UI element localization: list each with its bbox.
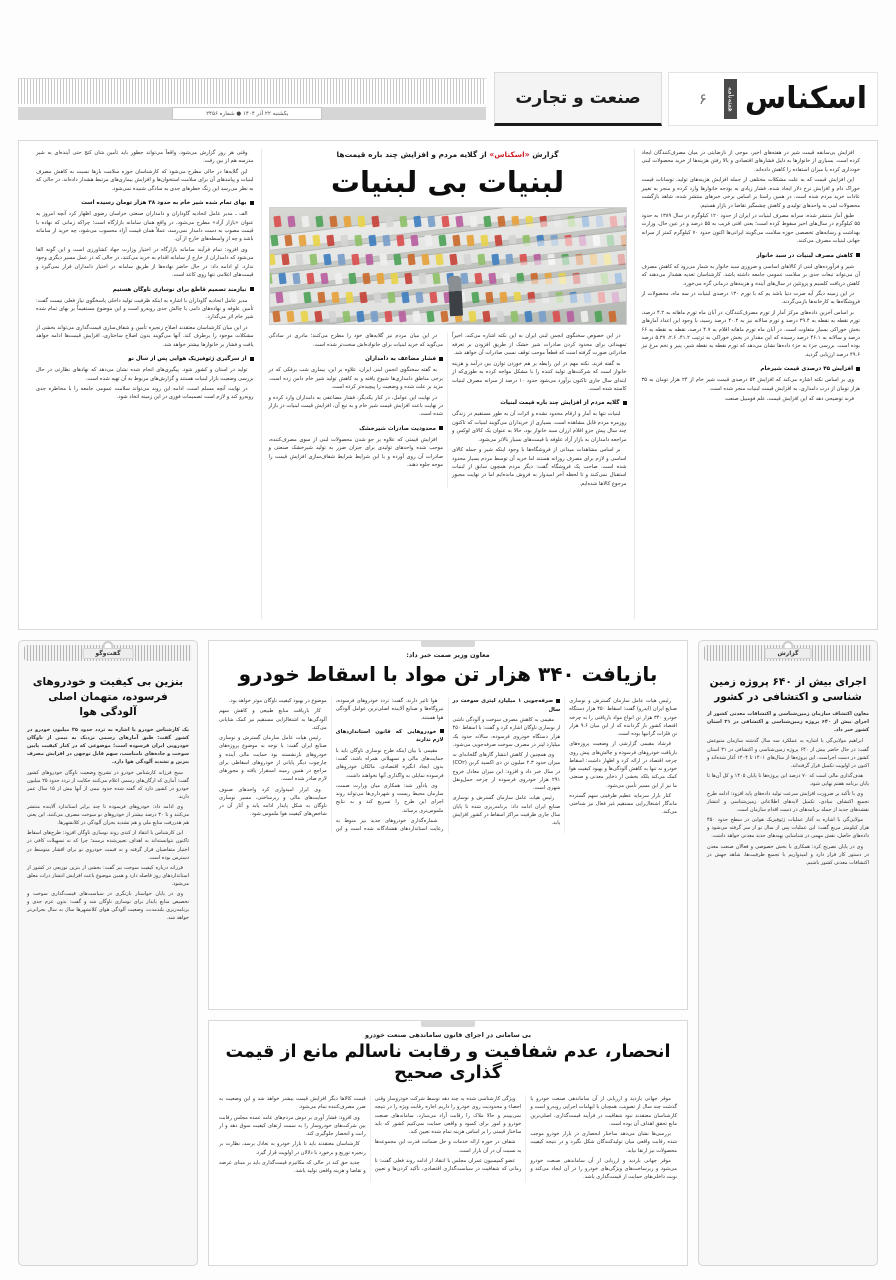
sidebox-title-right[interactable]: بنزین بی کیفیت و خودروهای فرسوده، متهمان اصلی آلودگی هوا xyxy=(32,676,184,719)
product-box xyxy=(323,254,331,266)
sidebox-body-left xyxy=(707,737,869,866)
product-box xyxy=(418,273,426,285)
auto-story-headline[interactable]: بازیافت ۳۴۰ هزار تن مواد با اسقاط خودرو xyxy=(238,662,658,686)
date-bar xyxy=(18,107,486,120)
body-paragraph: موقر جهانی بازدید و ارزیابی از آن ساماندهی صنعت خودرو با گذشت چند سال از تصویب، همچنان با ابهامات اجرایی روبه‌رو است و کارشناسان معتقدند نبود شفافیت در فرآیند قیمت‌گذاری، اصلی‌ترین مانع تحقق اهداف آن بوده است. xyxy=(530,1096,677,1127)
product-box xyxy=(348,273,356,285)
lead-headline: لبنیات بی لبنیات xyxy=(330,165,565,200)
product-box xyxy=(384,311,392,323)
product-box xyxy=(303,292,311,304)
body-paragraph: کارشناسان معتقدند باید تا بازار خودرو به تعادل برسد، نظارت بر زنجیره توزیع و برخورد با دلالان در اولویت قرار گیرد. xyxy=(219,1141,366,1156)
product-box xyxy=(370,311,378,323)
body-paragraph: وی با تأکید بر ضرورت افزایش سرعت تولید داده‌های پایه افزود: ادامه طرح تجمیع اکتشاف بنیادی، تکمیل لایه‌های اطلاعاتی زمین‌شناسی و انتشار نقشه‌های جدید از جمله برنامه‌های در دست اقدام سازمان است. xyxy=(707,791,869,814)
product-box xyxy=(413,216,421,228)
brand-name: اسکناس xyxy=(744,81,867,116)
interview-sidebox xyxy=(18,640,198,1266)
product-box xyxy=(334,273,342,285)
product-box xyxy=(328,311,336,323)
product-box xyxy=(538,311,546,323)
center-story-stack xyxy=(208,640,688,1266)
body-paragraph: کنار بازار سرمایه عظیم ظرفیتی سهم گسترده ماندگار اشتغال‌زایی مستقیم غیر فعال نیز شناختی می‌کند. xyxy=(569,792,677,816)
product-box xyxy=(477,254,485,266)
body-paragraph: در نهایت آنچه مسلم است، ادامه این روند می‌تواند سلامت عمومی جامعه را با مخاطره جدی روبه‌رو کند و لازم است تصمیمات فوری در این زمینه اتخاذ شود. xyxy=(36,386,254,401)
product-box xyxy=(407,254,415,266)
body-paragraph: مقیمی به کاهش مصرف سوخت و آلودگی ناشی از نوسازی ناوگان اشاره کرد و گفت: با اسقاط ۴۵۰ هزار دستگاه خودروی فرسوده، سالانه حدود یک میلیارد لیتر در مصرف سوخت صرفه‌جویی می‌شود. xyxy=(452,717,561,748)
product-box xyxy=(510,311,518,323)
product-box xyxy=(552,311,560,323)
product-box xyxy=(326,235,334,247)
product-box xyxy=(359,292,367,304)
product-box xyxy=(273,216,281,228)
product-box xyxy=(301,216,309,228)
product-box xyxy=(343,216,351,228)
date-line: یکشنبه ۲۲ آذر ۱۴۰۴ ● شماره ۲۴۵۶ xyxy=(172,107,322,120)
body-paragraph: وی در پایان خواستار بازنگری در سیاست‌های قیمت‌گذاری سوخت و تخصیص منابع پایدار برای نوسازی ناوگان شد و گفت: بدون عزم جدی و برنامه‌ریزی بلندمدت، وضعیت آلودگی هوای کلانشهرها سال به سال بحرانی‌تر خواهد شد. xyxy=(27,890,189,922)
product-box xyxy=(272,311,280,323)
product-box xyxy=(580,311,588,323)
product-box xyxy=(295,254,303,266)
sidebox-body-right xyxy=(27,769,189,923)
section-subheading: بهای تمام شده شیر خام به حدود ۳۸ هزار تومان رسیده است xyxy=(36,199,254,208)
product-box xyxy=(468,311,476,323)
product-box xyxy=(393,254,401,266)
section-subheading: صرفه‌جویی ۱ میلیارد لیتری سوخت در سال xyxy=(452,698,561,713)
body-paragraph: به گفته سخنگوی انجمن لبنی ایران، علاوه بر این، بیماری شب برفکی که در برخی مناطق دامداری‌ها شیوع یافته و به کاهش تولید شیر خام دامن زده است. مزید بر علت شده و وضعیت را پیچیده‌تر کرده است. xyxy=(268,367,444,391)
body-paragraph: در این میان مردم نیز گلایه‌های خود را مطرح می‌کنند؛ مادری در سادگی می‌گوید که خرید لبنیات برای خانواده‌اش سخت‌تر شده است. xyxy=(268,333,444,348)
body-paragraph: رئیس هیات عامل سازمان گسترش و نوسازی صنایع ایران گفت: با توجه به موضوع پروژه‌های خودروهای بازنشسته بود حمایت مالی آینده و چارچوب دیگر پایانی از خودروهای اسقاطی برای مراجع در همین زمینه استقرار یافته و مجوزهای لازم صادر شده است. xyxy=(219,735,327,783)
body-paragraph: افزایش قیمتی که علاوه بر جو شدن محصولات لبنی از سوی مصرف‌کننده، موجب شده واحدهای تولیدی برای جبران ضرر به تولید شیرخشک صنعتی و صادرات آن روی آورده و با این شرایط شرایط شفاف‌سازی افزایش قیمت را موجه جلوه دهند. xyxy=(268,436,444,469)
body-paragraph: هوا تاثیر دارند. گفت: تردد خودروهای فرسوده، نیروگاه‌ها و صنایع آلاینده اصلی‌ترین عوامل آلودگی هوا هستند. xyxy=(335,698,444,721)
product-box xyxy=(429,292,437,304)
lead-column-right xyxy=(635,149,868,619)
body-paragraph: به گفته فرید، نکته مهم در این رابطه بر هم خوردن توازن بین درآمد و هزینه خانوار است که شرکت‌های تولید کننده را با مشکل مواجه کرده به طوری‌که از ابتدای سال جاری تاکنون برآورد می‌شود حدود ۱۰ درصد از سرانه مصرف لبنیات کاسته شده است. xyxy=(452,360,627,393)
body-paragraph: فرند توضیحی دهد که این افزایش قیمت، علم فومبیل صنعت xyxy=(725,396,854,403)
body-paragraph: مولایی‌گی با اشاره به آغاز عملیات ژئوفیزیک هوایی در سطح حدود ۴۵۰ هزار کیلومتر مربع گفت: این عملیات پس از سال نو از سر گرفته می‌شود و داده‌های حاصل، نقش مهمی در شناسایی پهنه‌های جدید معدنی خواهد داشت. xyxy=(707,817,869,840)
report-sidebox xyxy=(698,640,878,1266)
section-subheading: گلایه مردم از افزایش چند باره قیمت لبنیات xyxy=(452,399,626,408)
product-box xyxy=(482,311,490,323)
lead-kicker xyxy=(269,149,627,161)
body-paragraph: وی همچنین از کاهش انتشار گازهای گلخانه‌ای به میزان حدود ۲.۳ میلیون تن دی اکسید کربن (CO۲) در سال خبر داد و افزود: این میزان معادل خروج ۲۹۱ هزار خودروی فرسوده از چرخه حمل‌ونقل شهری است. xyxy=(452,752,561,792)
product-box xyxy=(463,254,471,266)
pricing-story-kicker: بی سامانی در اجرای قانون ساماندهی صنعت خودرو xyxy=(364,1031,532,1039)
body-paragraph: وی افزود: تمام فرآیند سامانه بازارگاه در اختیار وزارت جهاد کشاورزی است و این گونه القا می‌شود که دامداران از خارج از سامانه اقدام به خرید می‌کنند، در حالی که در عمل مسیر دیگری وجود ندارد. او ادامه داد: در حال حاضر نهاده‌ها از طریق سامانه در اختیار دامداران قرار نمی‌گیرد و قیمت‌های اعلامی تنها روی کاغذ است. xyxy=(36,246,254,279)
body-paragraph: وی افزود: فشار آوری بر دوش مردم‌های عامه عمده مجلس رقابت بین شرکت‌های خودروساز را به سمت ارتقای کیفیت سوق دهد و از رانت و انحصار جلوگیری کند. xyxy=(219,1114,366,1137)
product-box xyxy=(474,273,482,285)
product-box xyxy=(455,216,463,228)
product-box xyxy=(362,273,370,285)
product-box xyxy=(315,216,323,228)
sidebox-label-left: گزارش xyxy=(764,648,811,659)
product-box xyxy=(608,311,616,323)
product-box xyxy=(371,216,379,228)
body-paragraph: در این خصوص سخنگوی انجمن لبنی ایران به این نکته اشاره می‌کند، اخیراً تمهیداتی برای محدود کردن صادرات شیر خشک از طریق افزودن بر تعرفه صادراتی صورت گرفته است که قطعاً موجب توقف نسبی صادرات آن خواهد شد. xyxy=(452,333,627,357)
product-box xyxy=(594,311,602,323)
product-box xyxy=(435,254,443,266)
product-box xyxy=(284,235,292,247)
product-box xyxy=(415,292,423,304)
pricing-story-headline[interactable]: انحصار، عدم شفافیت و رقابت ناسالم مانع از قیمت گذاری صحیح xyxy=(225,1042,671,1083)
product-box xyxy=(379,254,387,266)
page-number: ۶ xyxy=(698,90,707,108)
body-paragraph: در این میان کارشناسان معتقدند اصلاح زنجیره تأمین و شفاف‌سازی قیمت‌گذاری می‌تواند بخشی از مشکلات موجود را برطرف کند. آنها می‌گویند بدون اصلاح ساختاری، افزایش قیمت‌ها ادامه خواهد یافت و فشار بر خانوارها بیشتر خواهد شد. xyxy=(36,324,254,348)
body-paragraph: فرزانه درباره کیفیت سوخت نیز گفت: بخشی از بنزین توزیعی در کشور از استانداردهای روز فاصله دارد و همین موضوع باعث افزایش انتشار ذرات معلق می‌شود. xyxy=(27,864,189,887)
body-paragraph: وی بر اساس نکته اشاره می‌کند که افزایش ۵۳ درصدی قیمت شیر خام از ۲۴ هزار تومان به ۳۵ هزار تومان از درب دامداری، به افزایش قیمت لبنیات منجر شده است. xyxy=(641,377,860,392)
sidebox-title-left[interactable]: اجرای بیش از ۶۴۰ پروژه زمین شناسی و اکتشافی در کشور xyxy=(709,676,867,704)
product-box xyxy=(269,273,273,285)
body-paragraph: در نهایت این عوامل، در کنار یکدیگر، فشار مضاعفی به دامداران وارد کرده و در نهایت باعث افزایش قیمت شیر خام و به تبع آن، افزایش قیمت لبنیات در بازار شده است. xyxy=(268,394,444,418)
product-box xyxy=(566,311,574,323)
body-paragraph: وقتی هر روز گزارش می‌شود، واقعاً می‌تواند جطور باید تأمین شان کنج حتی آینده‌ای به شیر مدرسه هم از بین رفت. xyxy=(36,150,254,165)
product-box xyxy=(342,311,350,323)
product-box xyxy=(496,311,504,323)
section-tab: صنعت و تجارت xyxy=(494,72,662,126)
product-box xyxy=(424,235,432,247)
body-paragraph: مدیر عامل اتحادیه گاوداران با اشاره به اینکه ظرفیت تولید داخلی پاسخگوی نیاز فعلی نیست گفت: تأمین علوفه و نهاده‌های دامی با چالش جدی روبه‌رو است و این موضوع مستقیماً بر بهای تمام شده شیر خام اثر می‌گذارد. xyxy=(36,297,254,321)
body-paragraph: فرشاد مقیمی گزارشی از وضعیت پروژه‌های بازیافت خودروهای فرسوده و چالش‌های پیش روی چرخه اقتصاد در ارائه کرد و اظهار داشت: اسقاط خودرو نه تنها به کاهش آلودگی‌ها و بهبود کیفیت هوا کمک می‌کند بلکه بخشی از ذخایر معدنی و صنعتی ما نیز از این مسیر تأمین می‌شود. xyxy=(569,741,677,789)
body-paragraph: وی ادامه داد: خودروهای فرسوده تا چند برابر استاندارد آلاینده منتشر می‌کنند و تا ۳۰ درصد بیشتر از خودروهای نو سوخت مصرف می‌کنند. این یعنی هم هدررفت منابع ملی و هم تشدید بحران آلودگی در کلانشهرها. xyxy=(27,804,190,827)
product-box xyxy=(320,273,328,285)
product-box xyxy=(449,254,457,266)
section-subheading: افزایش ۴۵ درصدی قیمت شیرخام xyxy=(642,365,861,374)
body-paragraph: افزایش بی‌سابقه قیمت شیر در هفته‌های اخیر، موجی از نارضایتی در میان مصرف‌کنندگان ایجاد کرده است. بسیاری از خانوارها به دلیل فشارهای اقتصادی و بالا رفتن هزینه‌ها از خرید محصولات لبنی خودداری کرده یا میزان استفاده را کاهش داده‌اند. xyxy=(641,150,860,173)
brand-side-label: هفته‌نامه xyxy=(724,79,737,119)
product-box xyxy=(432,273,440,285)
body-paragraph: شفاف در حوزه ارائه خدمات و حل ضمانت قدرت این مجموعه‌ها به نسبت آن در آن بازار است. xyxy=(374,1139,522,1154)
body-paragraph: مقیمی با بیان اینکه طرح نوسازی ناوگان باید با حمایت‌های مالی و تسهیلاتی همراه باشد، گفت: بدون ایجاد انگیزه اقتصادی، مالکان خودروهای فرسوده تمایلی به واگذاری آنها نخواهند داشت. xyxy=(335,747,444,779)
product-box xyxy=(314,311,322,323)
lead-article xyxy=(18,140,878,630)
body-paragraph: موقر جهانی بازدید و ارزیابی از آن ساماندهی صنعت خودرو می‌شود و زیرساخت‌های ویژگی‌های خودرو را در آن ایجاد می‌کند و نوبت داخلی‌های حمایت از قیمت‌گذاری باشد. xyxy=(530,1157,677,1181)
lead-column-middle xyxy=(262,149,635,619)
body-paragraph: ابراهیم مولایی‌گی با اشاره به عملکرد سه سال گذشته سازمان متبوعش گفت: در حال حاضر بیش از ۶۴۰ پروژه زمین‌شناسی و اکتشافی در ۳۱ استان کشور در دست اجراست. این پروژه‌ها از سال‌های ۱۴۰۱ تا ۱۴۰۴ آغاز شده‌اند و اکنون در اولویت تکمیل قرار گرفته‌اند. xyxy=(707,738,870,769)
body-paragraph: این کارشناس با انتقاد از کندی روند نوسازی ناوگان افزود: طرح‌های اسقاط تاکنون نتوانسته‌اند به اهداف تعیین‌شده برسند؛ چرا که نه تسهیلات کافی در اختیار متقاضیان قرار گرفته و نه قیمت خودروی نو برای اقشار متوسط در دسترس بوده است. xyxy=(27,830,189,861)
lead-middle-text xyxy=(269,332,627,488)
product-box xyxy=(289,292,297,304)
product-box xyxy=(466,235,474,247)
product-box xyxy=(390,273,398,285)
body-paragraph: وی ابراز امیدواری کرد واحدهای صنوف حمایت‌های مالی و زیرساختی، مسیر نوسازی ناوگان به شکل پایدار ادامه یابد و آثار آن در شاخص‌های کیفیت هوا ملموس شود. xyxy=(219,786,327,818)
shopper-figure xyxy=(448,276,463,317)
product-box xyxy=(351,254,359,266)
body-paragraph: شماره‌گذاری خودروهای جدید نیز منوط به رعایت استانداردهای هشتادگانه شده است و این موضوع در بهبود کیفیت ناوگان موثر خواهد بود. xyxy=(228,698,444,833)
section-subheading: کاهش مصرف لبنیات در سبد خانوار xyxy=(642,252,861,261)
product-box xyxy=(368,235,376,247)
product-box xyxy=(471,292,479,304)
product-box xyxy=(278,273,286,285)
bottom-zone xyxy=(18,640,878,1266)
body-paragraph: این افزایش قیمت که به علت مشکلات مختلفی از جمله افزایش هزینه‌های تولید، نوسانات قیمت خوراک دام و افزایش نرخ دلار ایجاد شده، فشار زیادی به بودجه خانوارها وارد کرده و منجر به تغییر عادات خرید مردم شده است. در همین راستا بر اساس برخی خبرهای منتشر شده، شاهد بازگشت محصولات لبنی به واحدهای تولیدی و کاهش چشمگیر تقاضا در بازار هستیم. xyxy=(641,177,860,209)
auto-story-kicker: معاون وزیر صمت خبر داد: xyxy=(406,651,490,659)
product-box xyxy=(286,311,294,323)
auto-story-columns xyxy=(219,697,677,833)
body-paragraph: این گلایه‌ها در حالی مطرح می‌شود که کارشناسان حوزه سلامت بارها نسبت به کاهش مصرف لبنیات و پیامدهای آن برای سلامت استخوان‌ها و افزایش بیماری‌های مرتبط هشدار داده‌اند. در حالی که به نظر می‌رسد این زنگ خطرهای جدی به سادگی شنیده نمی‌شود. xyxy=(36,168,254,192)
body-paragraph: الف ـ مدیر عامل اتحادیه گاوداران و دامداران صنعتی خراسان رضوی اظهار کرد آنچه امروز به عنوان «بازار آزاد» مطرح می‌شود، در واقع همان سامانه بازارگاه است؛ چراکه زمانی که نهاده با قیمت مصوب به دست دامدار نمی‌رسد، عملاً همان قیمت آزاد محسوب می‌شود، چه خرید از سامانه باشد و چه از واسطه‌های خارج از آن. xyxy=(36,211,254,243)
product-box xyxy=(281,254,289,266)
product-box xyxy=(412,311,420,323)
product-box xyxy=(300,311,308,323)
lead-kicker-pre: گزارش xyxy=(529,150,559,159)
masthead xyxy=(18,72,878,126)
sidebox-lede-right: یک کارشناس خودرو با اشاره به تردد حدود ۲۵ میلیون خودرو در کشور گفت: طبق آمارهای رسمی نزدیک به نیمی از ناوگان خودرویی ایران فرسوده است؛ موضوعی که در کنار کیفیت پایین سوخت و جاده‌های نامناسب، سهم قابل توجهی در افزایش مصرف بنزین و تشدید آلودگی هوا دارد. xyxy=(27,726,189,765)
product-box xyxy=(398,311,406,323)
body-paragraph: وی یادآور شد: همکاری میان وزارت صمت، سازمان محیط زیست و شهرداری‌ها می‌تواند روند اجرای این طرح را تسریع کند و به نتایج ملموس‌تری برساند. xyxy=(335,782,444,814)
body-paragraph: ویژگی کارشناسی شده به چند دهه توسط شرکت خودروساز وقتی احصاء و محدودیت روی خودرو را داریم اجازه رقابت ویژه را در نتیجه نمی‌بیینم و حالا ملاک را رقابت آزاد می‌سازد، سامانه‌های صنعت خودرو و امور برای کمبود و واقعی حمایت نمی‌کنیم کشور که باید ساختار قیمتی را بر اساس هزینه تمام شده تعیین کند. xyxy=(374,1096,522,1135)
product-box xyxy=(410,235,418,247)
story-top-tab xyxy=(421,640,475,647)
lead-kicker-post: از گلایه مردم و افزایش چند باره قیمت‌ها xyxy=(336,150,490,159)
product-box xyxy=(270,235,278,247)
product-box xyxy=(331,292,339,304)
product-box xyxy=(387,292,395,304)
body-paragraph: عضو کمیسیون عمران مجلس با انتقاد از ادامه روند فعلی گفت: تا زمانی که شفافیت در سیاست‌گذاری اقتصادی، تأکید کردن‌ها و تعیین قیمت کالاها دیگر افزایش قیمت بیشتر خواهد شد و این وضعیت به ضرر مصرف‌کننده تمام می‌شود. xyxy=(219,1096,522,1172)
product-box xyxy=(357,216,365,228)
product-box xyxy=(441,216,449,228)
product-box xyxy=(396,235,404,247)
product-box xyxy=(340,235,348,247)
product-box xyxy=(404,273,412,285)
sidebox-label-right: گفت‌وگو xyxy=(82,648,133,659)
product-box xyxy=(309,254,317,266)
body-paragraph: رئیس هیات عامل سازمان گسترش و نوسازی صنایع ایران ادامه داد: برنامه‌ریزی شده تا پایان سال جاری ظرفیت مراکز اسقاط در کشور افزایش یابد. xyxy=(452,795,561,827)
product-box xyxy=(385,216,393,228)
section-subheading: از سرگیری ژئوفیزیک هوایی پس از سال نو xyxy=(36,355,254,364)
body-paragraph: سیج فرزانه کارشناس خودرو در تشریح وضعیت ناوگان خودروهای کشور گفت: آماری که ارگان‌های رسمی اعلام می‌کنند حکایت از تردد حدود ۲۵ میلیون خودرو در کشور دارد که گفته شده حدود نیمی از آنها بیش از ۱۵ سال عمر دارند. xyxy=(27,769,189,800)
body-paragraph: کار بازیافت منابع طبیعی و کاهش سهم آلودگی‌ها به اشتغالزایی مستقیم نیز کمک شایانی می‌کند. xyxy=(219,708,327,731)
section-subheading: خودروهایی که قانون استانداردهای لازم ندارند xyxy=(335,728,444,744)
masthead-rule-strip xyxy=(18,72,486,126)
product-box xyxy=(452,235,460,247)
product-box xyxy=(469,216,477,228)
sidebox-lede-left: معاون اکتشاف سازمان زمین‌شناسی و اکتشافات معدنی کشور از اجرای بیش از ۶۴۰ پروژه زمین‌شناسی و اکتشافی در ۳۱ استان کشور خبر داد. xyxy=(707,711,869,734)
product-box xyxy=(317,292,325,304)
body-paragraph: در این زمینه دیگر آیه صرت دنیا باشد یم که با تورم ۱۳۰ درصدی لبنیات در سه ماه، محصولات از فروشگاه‌ها به کارخانه‌ها بازمی‌گردند. xyxy=(641,290,860,306)
body-paragraph: بررسی‌ها نشان می‌دهد ساختار انحصاری در بازار خودرو موجب شده رقابت واقعی میان تولیدکنندگان شکل نگیرد و در نتیجه کیفیت محصولات نیز ارتقا نیابد. xyxy=(530,1131,677,1154)
product-box xyxy=(382,235,390,247)
product-box xyxy=(312,235,320,247)
product-box xyxy=(306,273,314,285)
section-subheading: فشار مضاعف به دامداران xyxy=(269,355,443,364)
body-paragraph: رئیس هیات عامل سازمان گسترش و نوسازی صنایع ایران (ایدرو) گفت: اسقاط ۴۵۰ هزار دستگاه خودرو ۳۴۰ هزار تن انواع مواد بازیافتی را به چرخه اقتصاد کشور باز گردانده که از این میان ۹.۶ هزار تن فلزات گرانبها بوده است. xyxy=(569,698,678,737)
section-subheading: محدودیت صادرات شیرخشک xyxy=(269,425,443,434)
product-box xyxy=(287,216,295,228)
body-paragraph: بر اساس مشاهدات میدانی از فروشگاه‌ها با وجود اینکه شیر و جمله کالای اساسی و لازم برای مصرف روزانه هستند اما خرید آن توسط مردم بسیار محدود شده است. صاحب یک فروشگاه گفت: دیگر مردم همچون سابق از لبنیات استقبال نمی‌کنند و تا لحظه آخر امیدوار به فروش مانده‌ایم اما در نهایت مجبور مرجوع کالاها شده‌ایم. xyxy=(452,447,627,487)
product-box xyxy=(440,311,448,323)
product-box xyxy=(337,254,345,266)
product-box xyxy=(427,216,435,228)
product-box xyxy=(365,254,373,266)
pricing-story-columns xyxy=(219,1095,677,1182)
product-box xyxy=(298,235,306,247)
product-box xyxy=(524,311,532,323)
body-paragraph: شیر و فرآورده‌های لبنی از کالاهای اساسی و ضروری سبد خانوار به شمار می‌رود که کاهش مصرف آن می‌تواند تبعات جدی بر سلامت عمومی جامعه داشته باشد. کارشناسان تغذیه هشدار می‌دهند که کاهش دریافت کلسیم و پروتئین در سال‌های آینده و هزینه‌های درمانی گره می‌خورد. xyxy=(641,263,860,287)
pricing-story xyxy=(208,1020,688,1266)
product-box xyxy=(356,311,364,323)
body-paragraph: جدید حق کند در حالی که مکانیزم قیمت‌گذاری باید بر مبنای عرضه و تقاضا و هزینه واقعی تولید باشد. xyxy=(219,1159,366,1174)
hatch-band xyxy=(18,78,486,104)
body-paragraph: بر اساس آخرین داده‌های مرکز آمار از تورم مصرف‌کنندگان، در آبان ماه تورم ماهانه به ۴.۲ درصد، تورم نقطه به نقطه به ۴۹.۴ درصد و تورم سالانه نیز به ۴۰.۴ درصد رسید، با وجود این اعداد آمارهای بخش خوراکی بسیار متفاوت است. در آبان ماه تورم ماهانه اقلام به ۴.۷ درصد، نقطه به نقطه به ۶۶ درصد و سالانه به ۴۶.۱ درصد رسیده که این مقدار در بخش خوراکی به ترتیب ۴۱.۲، ۲.۶، ۵.۳۷ درصد بوده است. بررسی جزء به جزء داده‌ها نشان می‌دهد که تورم نقطه به نقطه شیر، پنیر و تخم مرغ نیز ۴۹.۶ درصد ارزیابی گردید. xyxy=(641,309,861,358)
body-paragraph: تولید در استان و کشور شود. پیگیری‌های انجام شده نشان می‌دهد که نهادهای نظارتی در حال بررسی وضعیت بازار لبنیات هستند و گزارش‌های مربوط به آن تهیه شده است. xyxy=(36,367,254,382)
product-box xyxy=(483,216,491,228)
body-paragraph: وی در پایان تصریح کرد: همکاری با بخش خصوصی و فعالان صنعت معدن در دستور کار قرار دارد و امیدواریم با تجمیع ظرفیت‌ها، شاهد جهش در اکتشافات معدنی کشور باشیم. xyxy=(707,843,869,866)
brand-block xyxy=(668,72,878,126)
product-box xyxy=(373,292,381,304)
body-paragraph: طبق آمار منتشر شده، سرانه مصرف لبنیات در ایران از حدود ۱۲۰ کیلوگرم در سال ۱۳۸۹ به حدود ۵۵ کیلوگرم در سال‌های اخیر سقوط کرده است؛ یعنی افتی قریب به ۵۵ درصد و در عین حال، وزارت بهداشت و رسانه‌های تخصصی حوزه سلامت می‌گویند ایرانی‌ها اکنون حدود ۷۰ کیلوگرم کمتر از سرانه جهانی لبنیات مصرف می‌کنند. xyxy=(641,212,860,245)
section-subheading: نیازمند تصمیم قاطع برای نوسازی ناوگان هستیم xyxy=(36,286,254,295)
product-box xyxy=(438,235,446,247)
product-box xyxy=(376,273,384,285)
supermarket-dairy-aisle-photo xyxy=(269,207,627,325)
body-paragraph: لبنیات تنها به آمار و ارقام محدود نشده و اثرات آن به طور مستقیم در زندگی روزمره مردم قابل مشاهده است، بسیاری از خریداران می‌گویند لبنیات که تاکنون چند سال پیش جزو اقلام ارزان سبد خانوار بود، حالا به عنوان یک کالای لوکس و مراجعه دامداران به بازار آزاد علوفه با قیمت‌های بسیار بالاتر می‌شود. xyxy=(452,411,627,443)
product-box xyxy=(275,292,283,304)
lead-column-left xyxy=(29,149,262,619)
product-box xyxy=(485,292,493,304)
product-box xyxy=(269,254,276,266)
product-box xyxy=(345,292,353,304)
product-box xyxy=(401,292,409,304)
product-box xyxy=(421,254,429,266)
auto-recycling-story xyxy=(208,640,688,1010)
product-box xyxy=(354,235,362,247)
product-box xyxy=(329,216,337,228)
story-top-tab-2 xyxy=(421,1020,475,1027)
product-box xyxy=(399,216,407,228)
product-box xyxy=(426,311,434,323)
body-paragraph: هدف‌گذاری مالی است که ۷۰ درصد این پروژه‌ها تا پایان ۱۴۰۵ و کل آن‌ها تا پایان برنامه هفتم نهایی شود. xyxy=(707,772,869,787)
lead-kicker-highlight: «اسکناس» xyxy=(489,150,530,159)
product-box xyxy=(292,273,300,285)
product-box xyxy=(480,235,488,247)
